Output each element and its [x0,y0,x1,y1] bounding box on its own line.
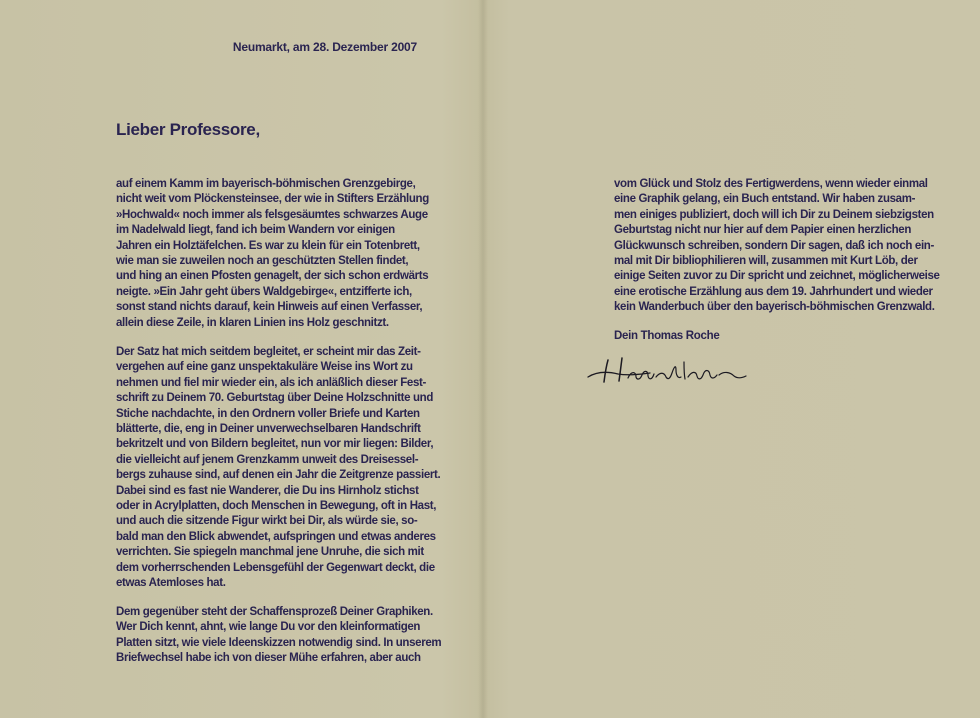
text-line: vergehen auf eine ganz unspektakuläre Weise ins Wort zu [116,361,413,374]
handwritten-signature [584,350,754,390]
text-line: neigte. »Ein Jahr geht übers Waldgebirge«, entzifferte ich, [116,285,412,298]
text-line: Briefwechsel habe ich von dieser Mühe erfahren, aber auch [116,652,421,665]
text-line: Der Satz hat mich seitdem begleitet, er scheint mir das Zeit- [116,346,421,358]
text-line: verrichten. Sie spiegeln manchmal jene Unruhe, die sich mit [116,546,424,559]
text-line: Jahren ein Holztäfelchen. Es war zu klein für ein Totenbrett, [116,239,420,252]
paragraph-3 [116,605,441,667]
text-line: »Hochwald« noch immer als felsgesäumtes schwarzes Auge [116,208,428,221]
paragraph-1 [116,177,429,331]
text-line: Wer Dich kennt, ahnt, wie lange Du vor den kleinformatigen [116,621,421,634]
text-line: und hing an einen Pfosten genagelt, der sich schon erdwärts [116,270,429,283]
text-line: die vielleicht auf jenem Grenzkamm unweit des Dreisessel- [116,453,419,466]
closing: Dein Thomas Roche [614,330,720,342]
text-line: Dem gegenüber steht der Schaffensprozeß Deiner Graphiken. [116,606,433,618]
text-line: wie man sie zuweilen noch an geschützten Stellen findet, [116,255,409,268]
text-line: auf einem Kamm im bayerisch-böhmischen Grenzgebirge, [116,178,416,190]
text-line: allein diese Zeile, in klaren Linien ins Holz geschnitzt. [116,316,389,329]
text-line: einige Seiten zuvor zu Dir spricht und zeichnet, möglicherweise [614,270,940,283]
text-line: Stiche nachdachte, in den Ordnern voller Briefe und Karten [116,407,420,420]
text-line: bekritzelt und von Bildern begleitet, nun vor mir liegen: Bilder, [116,438,434,451]
text-line: vom Glück und Stolz des Fertigwerdens, wenn wieder einmal [614,178,928,190]
text-line: kein Wanderbuch über den bayerisch-böhmischen Grenzwald. [614,301,935,314]
text-line: dem vorherrschenden Lebensgefühl der Gegenwart deckt, die [116,561,435,574]
paragraph-2 [116,345,440,592]
text-line: sonst stand nichts darauf, kein Hinweis auf einen Verfasser, [116,301,423,314]
book-gutter [478,0,488,718]
text-line: bald man den Blick abwendet, aufspringen und etwas anderes [116,530,436,543]
salutation: Lieber Professore, [116,120,260,139]
text-line: im Nadelwald liegt, fand ich beim Wandern vor einigen [116,224,395,237]
text-line: Platten sitzt, wie viele Ideenskizzen notwendig sind. In unserem [116,636,442,649]
text-line: und auch die sitzende Figur wirkt bei Dir, als würde sie, so- [116,515,418,528]
text-line: etwas Atemloses hat. [116,577,226,590]
dateline: Neumarkt, am 28. Dezember 2007 [232,40,417,54]
text-line: Dabei sind es fast nie Wanderer, die Du ins Hirnholz stichst [116,484,419,497]
text-line: Glückwunsch schreiben, sondern Dir sagen, daß ich noch ein- [614,239,934,252]
text-line: mal mit Dir bibliophilieren will, zusammen mit Kurt Löb, der [614,255,918,268]
text-line: eine erotische Erzählung aus dem 19. Jahrhundert und wieder [614,285,933,298]
text-line: blätterte, die, eng in Deiner unverwechselbaren Handschrift [116,423,421,436]
text-line: schrift zu Deinem 70. Geburtstag über Deine Holzschnitte und [116,392,434,405]
text-line: nehmen und fiel mir wieder ein, als ich anläßlich dieser Fest- [116,376,426,389]
text-line: oder in Acrylplatten, doch Menschen in Bewegung, oft in Hast, [116,500,437,513]
text-line: nicht weit vom Plöckensteinsee, der wie in Stifters Erzählung [116,193,429,206]
text-line: eine Graphik gelang, ein Buch entstand. Wir haben zusam- [614,193,916,206]
text-line: bergs zuhause sind, auf denen ein Jahr die Zeitgrenze passiert. [116,469,441,482]
paragraph-4 [614,177,940,316]
text-line: men einiges publiziert, doch will ich Dir zu Deinem siebzigsten [614,208,934,221]
text-line: Geburtstag nicht nur hier auf dem Papier einen herzlichen [614,224,912,237]
